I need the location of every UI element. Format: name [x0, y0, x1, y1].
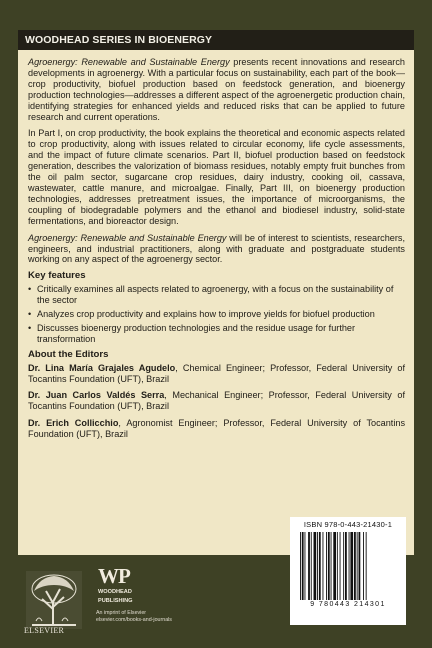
audience-text: will be of interest to scientists, researchers, engineers, and industrial practitioners, along with graduate and postgraduate students working on any aspect of the agroenergy sector. — [28, 232, 405, 265]
editor-entry — [28, 418, 405, 440]
intro-paragraph — [28, 57, 405, 122]
isbn-barcode-box — [290, 517, 406, 625]
editor-name: Dr. Lina María Grajales Agudelo — [28, 362, 176, 373]
imprint-line: An imprint of Elsevier — [96, 610, 147, 616]
editor-details: , Mechanical Engineer; Professor, Federal University of Tocantins Foundation (UFT), Brazil — [28, 390, 405, 412]
imprint-url[interactable]: elsevier.com/books-and-journals — [96, 617, 172, 623]
editor-entry — [28, 390, 405, 412]
imprint-note — [96, 610, 206, 624]
elsevier-wordmark: ELSEVIER — [24, 626, 65, 635]
isbn-label: ISBN 978-0-443-21430-1 — [303, 520, 393, 529]
wp-name-line2: PUBLISHING — [98, 597, 133, 604]
editor-details: , Chemical Engineer; Professor, Federal University of Tocantins Foundation (UFT), Brazil — [28, 362, 405, 384]
editor-details: , Agronomist Engineer; Professor, Federal University of Tocantins Foundation (UFT), Brazil — [28, 418, 406, 440]
isbn-digits: 9 780443 214301 — [310, 601, 386, 608]
key-features-list — [28, 284, 405, 345]
key-feature-item: • Critically examines all aspects related to agroenergy, with a focus on the sustainability of the sector — [28, 284, 405, 306]
intro-text: presents recent innovations and research developments in agroenergy. With a particular focus on sustainability, each part of the book—crop productivity, biofuel production based on feedstock generation, and bioenergy production technologies—addresses a different aspect of the agroenergetic production chain, identifying strategies for enhanced yields and reduced risks that can be applied to future research and current operations. — [28, 57, 405, 122]
wp-name-line1: WOODHEAD — [98, 589, 132, 595]
wp-mark: WP — [98, 564, 130, 588]
series-title: WOODHEAD SERIES IN BIOENERGY — [18, 30, 414, 50]
audience-paragraph — [28, 233, 405, 266]
elsevier-tree-logo-icon — [26, 566, 82, 634]
woodhead-publishing-logo — [98, 566, 133, 604]
parts-paragraph: In Part I, on crop productivity, the book explains the theoretical and economic aspects related to crop productivity, along with issues related to circular economy, life cycle assessments, and the impact of future climate scenarios. Part II, biofuel production based on feedstock generation, describes the valorization of biomass residues, notably empty fruit bunches from the oil palm sector, sugarcane crop residues, dairy industry, cooking oil, cassava, wastewater, cattle manure, and microalgae. Finally, Part III, on bioenergy production technologies, addresses pretreatment issues, the importance of microorganisms, the coupling of biodegradable polymers and the ethanol and biodiesel industry, solid-state fermentations, and bioreactor design. — [28, 128, 405, 226]
key-feature-item: • Analyzes crop productivity and explains how to improve yields for biofuel production — [28, 309, 405, 320]
key-features-heading: Key features — [28, 270, 86, 282]
barcode-icon — [298, 532, 398, 600]
audience-book-title: Agroenergy: Renewable and Sustainable Energy — [28, 232, 227, 243]
editor-entry — [28, 363, 405, 385]
editors-heading: About the Editors — [28, 348, 109, 360]
intro-book-title: Agroenergy: Renewable and Sustainable Energy — [28, 57, 230, 67]
key-feature-item: • Discusses bioenergy production technologies and the residue usage for further transformation — [28, 323, 405, 345]
editor-name: Dr. Erich Collicchio — [28, 418, 119, 429]
editor-name: Dr. Juan Carlos Valdés Serra — [28, 390, 165, 401]
description-panel — [18, 50, 414, 555]
